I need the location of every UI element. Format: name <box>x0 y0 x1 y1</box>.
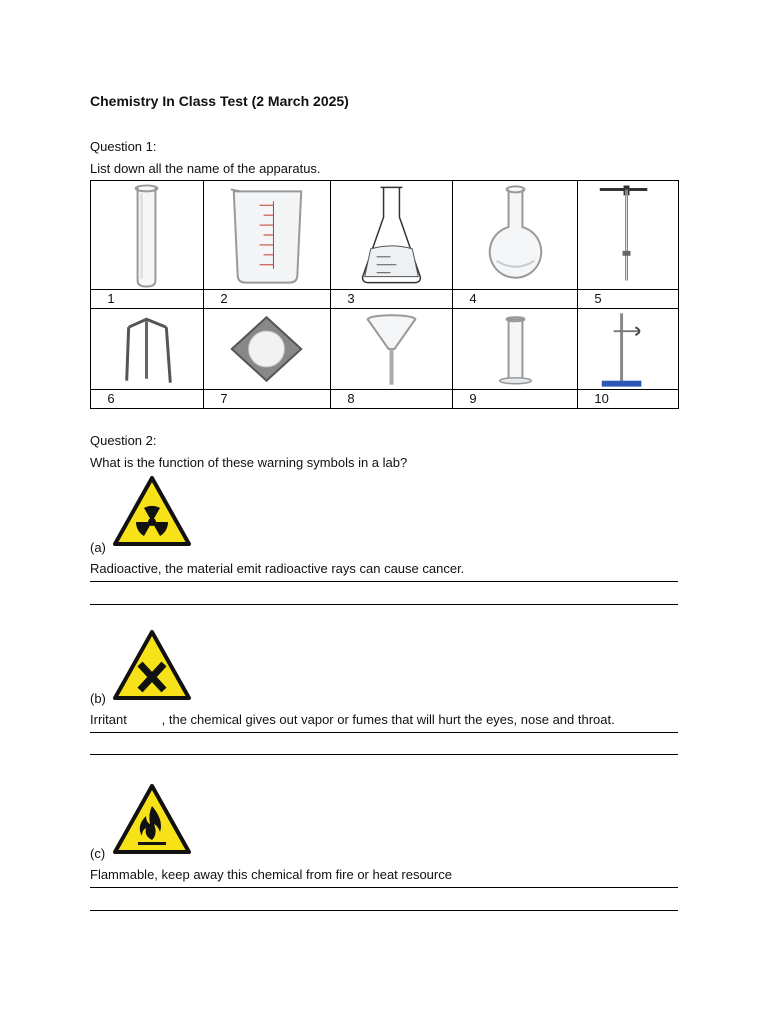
filter-funnel-icon <box>331 309 452 389</box>
tripod-stand-icon <box>91 309 203 389</box>
irritant-symbol-icon <box>112 628 192 702</box>
answer-line <box>90 754 678 755</box>
part-c-label: (c) <box>90 846 106 861</box>
answer-line <box>90 910 678 911</box>
beaker-icon <box>204 181 330 289</box>
apparatus-cell-10 <box>578 309 679 390</box>
apparatus-cell-1 <box>91 181 204 290</box>
apparatus-label-row-2 <box>91 390 679 409</box>
apparatus-cell-2 <box>204 181 331 290</box>
part-a-answer: Radioactive, the material emit radioactive rays can cause cancer. <box>90 561 465 576</box>
apparatus-cell-5 <box>578 181 679 290</box>
burette-icon <box>578 181 678 289</box>
apparatus-label-1: 1 <box>91 290 204 309</box>
apparatus-label-9: 9 <box>453 390 578 409</box>
apparatus-table <box>90 180 679 409</box>
flammable-symbol-icon <box>112 782 192 856</box>
test-tube-icon <box>91 181 203 289</box>
apparatus-label-4: 4 <box>453 290 578 309</box>
conical-flask-icon <box>331 181 452 289</box>
radioactive-symbol-icon <box>112 474 192 548</box>
apparatus-label-row-1 <box>91 290 679 309</box>
answer-line <box>90 604 678 605</box>
answer-line <box>90 581 678 582</box>
apparatus-cell-3 <box>331 181 453 290</box>
part-b-label: (b) <box>90 691 106 706</box>
part-a-label: (a) <box>90 540 106 555</box>
apparatus-label-6: 6 <box>91 390 204 409</box>
apparatus-cell-7 <box>204 309 331 390</box>
apparatus-cell-6 <box>91 309 204 390</box>
question-1-prompt: List down all the name of the apparatus. <box>90 161 321 176</box>
round-bottom-flask-icon <box>453 181 577 289</box>
part-c-answer: Flammable, keep away this chemical from fire or heat resource <box>90 867 452 882</box>
answer-line <box>90 732 678 733</box>
apparatus-image-row-2 <box>91 309 679 390</box>
apparatus-label-8: 8 <box>331 390 453 409</box>
apparatus-label-3: 3 <box>331 290 453 309</box>
apparatus-cell-8 <box>331 309 453 390</box>
question-2-prompt: What is the function of these warning symbols in a lab? <box>90 455 408 470</box>
apparatus-cell-4 <box>453 181 578 290</box>
question-1-heading: Question 1: <box>90 139 157 154</box>
question-2-heading: Question 2: <box>90 433 157 448</box>
apparatus-label-10: 10 <box>578 390 679 409</box>
apparatus-image-row-1 <box>91 181 679 290</box>
wire-gauze-icon <box>204 309 330 389</box>
measuring-cylinder-icon <box>453 309 577 389</box>
apparatus-cell-9 <box>453 309 578 390</box>
part-b-answer: Irritant , the chemical gives out vapor or fumes that will hurt the eyes, nose and throat. <box>90 712 615 727</box>
retort-stand-icon <box>578 309 678 389</box>
apparatus-label-5: 5 <box>578 290 679 309</box>
page-title: Chemistry In Class Test (2 March 2025) <box>90 93 349 109</box>
apparatus-label-7: 7 <box>204 390 331 409</box>
apparatus-label-2: 2 <box>204 290 331 309</box>
answer-line <box>90 887 678 888</box>
